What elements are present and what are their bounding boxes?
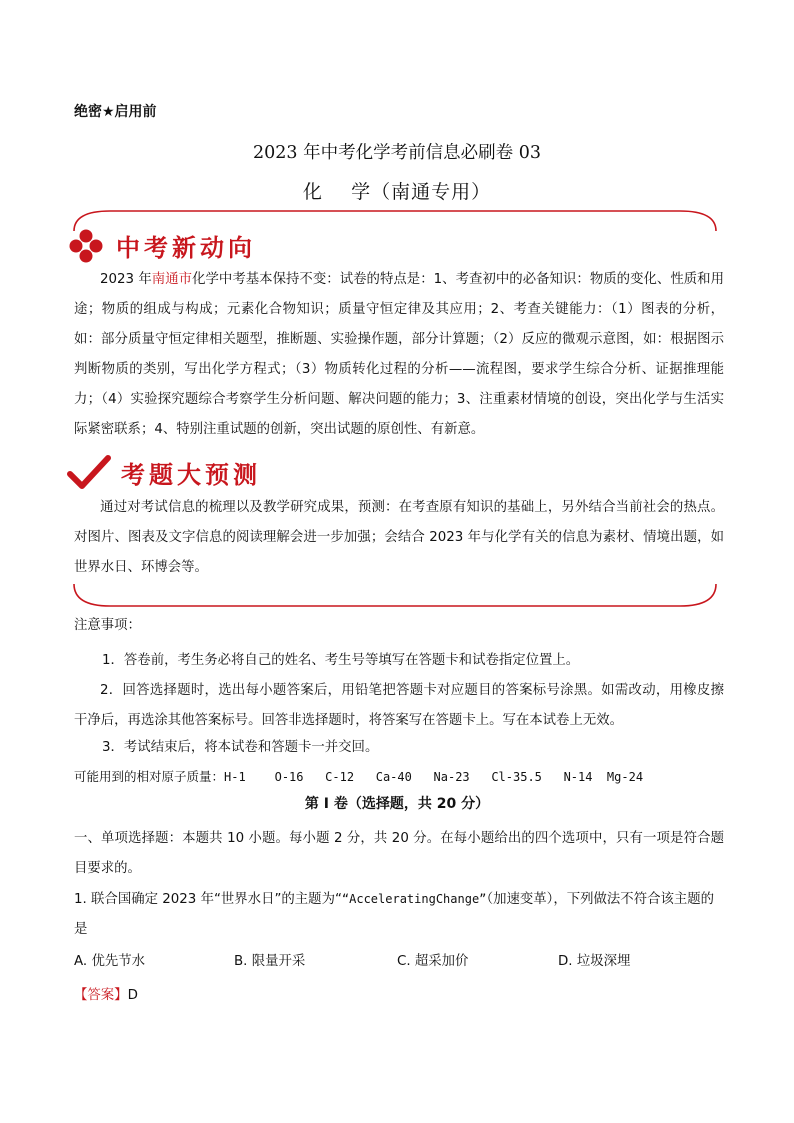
option-d: D. 垃圾深埋	[558, 954, 631, 969]
atomic-masses	[74, 767, 643, 785]
prediction-text: 通过对考试信息的梳理以及教学研究成果，预测：在考查原有知识的基础上，另外结合当前社会的热点。对图片、图表及文字信息的阅读理解会进一步加强；会结合 2023 年与化学有关的信息为素材、情境出题，如世界水日、环博会等。	[74, 500, 724, 575]
confidential-mark: 绝密★启用前	[74, 104, 157, 120]
checkmark-icon	[66, 452, 112, 492]
part-title: 第 I 卷（选择题，共 20 分）	[304, 796, 490, 812]
note-item-1: 1．答卷前，考生务必将自己的姓名、考生号等填写在答题卡和试卷指定位置上。	[102, 653, 580, 668]
note-item-3: 3．考试结束后，将本试卷和答题卡一并交回。	[102, 740, 379, 755]
subtitle-text: 化 学（南通专用）	[302, 181, 492, 203]
answer-value: D	[127, 988, 138, 1003]
option-a: A. 优先节水	[74, 954, 145, 969]
note-item-2-text: 2．回答选择题时，选出每小题答案后，用铅笔把答题卡对应题目的答案标号涂黑。如需改动，用橡皮擦干净后，再选涂其他答案标号。回答非选择题时，将答案写在答题卡上。写在本试卷上无效。	[74, 683, 724, 728]
trends-text-city: 南通市	[151, 272, 193, 287]
note-item-2	[74, 676, 724, 736]
question-1-stem-en: “AcceleratingChange”	[341, 892, 487, 906]
section-instruction: 一、单项选择题：本题共 10 小题。每小题 2 分，共 20 分。在每小题给出的四个选项中，只有一项是符合题目要求的。	[74, 831, 724, 876]
option-b: B. 限量开采	[234, 954, 306, 969]
question-1-stem-pre: 1. 联合国确定 2023 年“世界水日”的主题为“	[74, 892, 342, 907]
prediction-paragraph	[74, 493, 724, 583]
answer	[74, 984, 138, 1003]
option-c: C. 超采加价	[397, 954, 469, 969]
clover-icon	[64, 228, 108, 264]
atomic-masses-values: H-1 O-16 C-12 Ca-40 Na-23 Cl-35.5 N-14 Mg-24	[224, 770, 644, 784]
frame-bottom-arc	[70, 582, 720, 608]
trends-text-body: 化学中考基本保持不变：试卷的特点是：1、考查初中的必备知识：物质的变化、性质和用途；物质的组成与构成；元素化合物知识；质量守恒定律及其应用；2、考查关键能力：（1）图表的分析，如：部分质量守恒定律相关题型，推断题、实验操作题，部分计算题；（2）反应的微观示意图，如：根据图示判断物质的类别，写出化学方程式；（3）物质转化过程的分析——流程图，要求学生综合分析、证据推理能力；（4）实验探究题综合考察学生分析问题、解决问题的能力；3、注重素材情境的创设，突出化学与生活实际紧密联系；4、特别注重试题的创新，突出试题的原创性、有新意。	[74, 272, 724, 437]
section-title-prediction: 考题大预测	[121, 461, 261, 489]
question-1-stem	[74, 884, 724, 945]
trends-text-pre: 2023 年	[100, 272, 152, 287]
notes-heading: 注意事项：	[74, 618, 141, 633]
atomic-masses-label: 可能用到的相对原子质量：	[74, 769, 225, 784]
trends-paragraph	[74, 265, 724, 445]
section-title-trends: 中考新动向	[116, 234, 256, 262]
answer-label: 【答案】	[74, 988, 128, 1003]
question-1-stem-post: （加速变革），下列做法不符合该主题的是	[74, 892, 715, 937]
exam-title: 2023 年中考化学考前信息必刷卷 03	[253, 143, 541, 163]
exam-subtitle	[0, 177, 794, 204]
